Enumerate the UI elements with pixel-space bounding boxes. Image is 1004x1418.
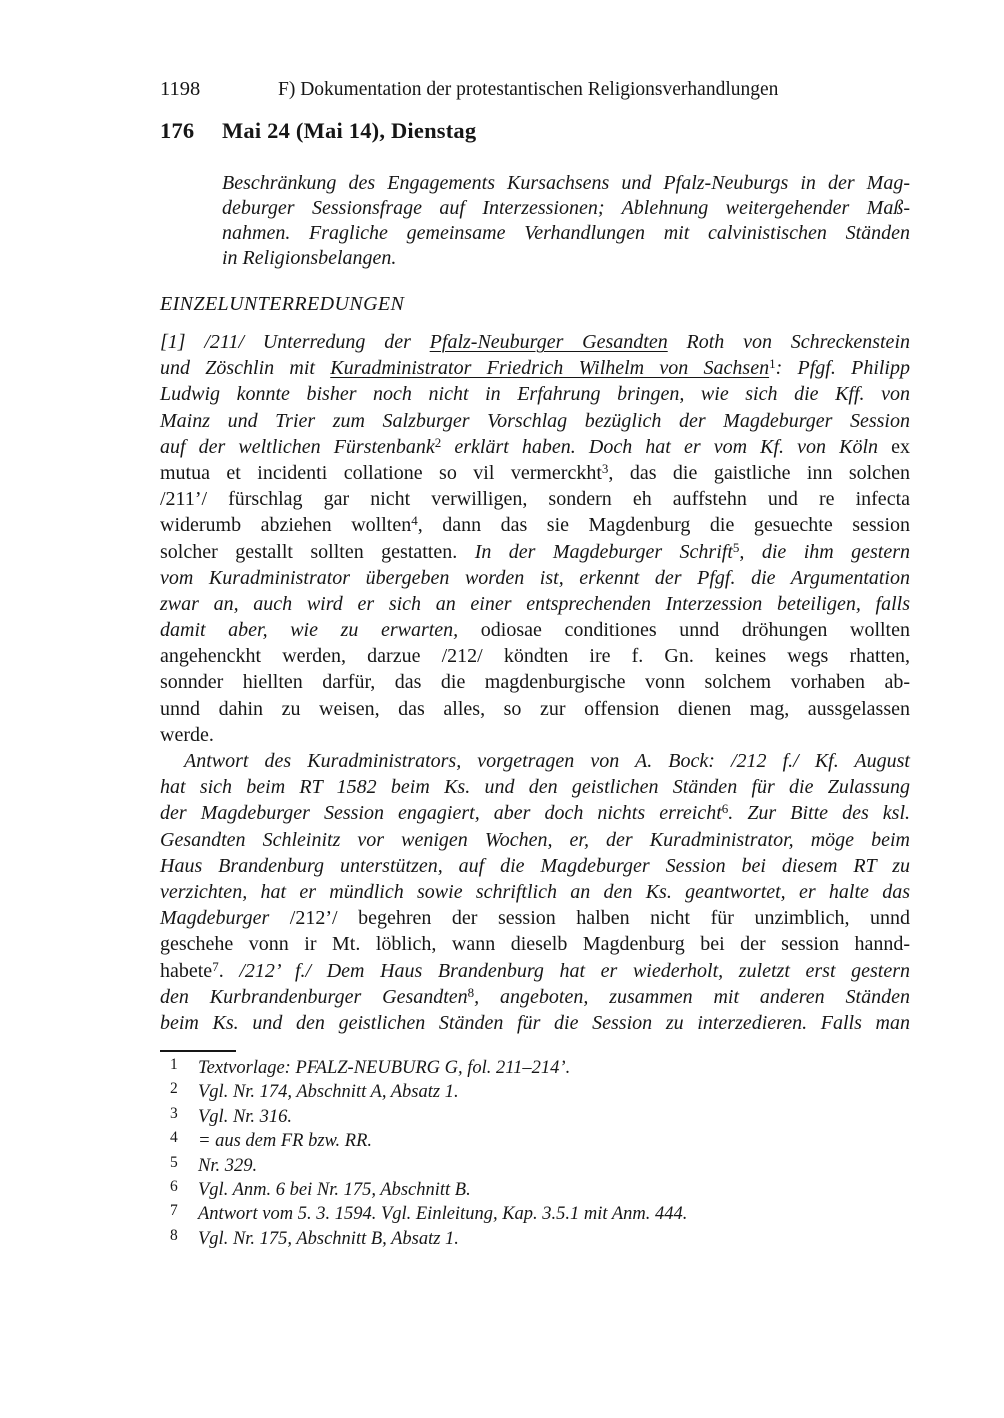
footnote-reference: 8 (467, 984, 475, 1000)
footnote (160, 1056, 910, 1080)
text-line (160, 643, 910, 669)
page-number: 1198 (160, 78, 201, 100)
text-line (160, 565, 910, 591)
text-segment: sonnder hiellten darfür, das die magdenburgische vonn solchem vorhaben ab- (160, 671, 910, 694)
paragraph-1 (160, 329, 910, 748)
text-segment: Pfalz-Neuburger Gesandten (429, 331, 668, 353)
text-segment: erklärt haben. Doch hat er vom Kf. von Köln (441, 435, 879, 458)
text-segment: nahmen. Fragliche gemeinsame Verhandlungen mit calvinistischen Ständen (222, 222, 910, 244)
text-segment: in Religionsbelangen. (222, 247, 397, 269)
footnote-reference: 7 (212, 958, 219, 974)
footnote-number: 1 (170, 1056, 178, 1073)
text-segment: Antwort des Kuradministrators, vorgetragen von A. Bock: /212 f./ Kf. August (184, 750, 910, 772)
footnote-number: 7 (170, 1202, 178, 1220)
text-line (160, 512, 910, 538)
text-line (160, 355, 910, 381)
summary-block (222, 171, 910, 271)
text-segment: und Zöschlin mit (160, 357, 331, 380)
section-kicker: EINZELUNTERREDUNGEN (160, 293, 405, 315)
text-segment: Roth von Schreckenstein (667, 331, 910, 353)
text-line (160, 591, 910, 617)
text-segment: , dann das sie Magdenburg die gesuechte session (417, 514, 911, 537)
text-segment: Beschränkung des Engagements Kursachsens und Pfalz-Neuburgs in der Mag- (222, 172, 910, 194)
text-line (160, 827, 910, 853)
text-line (160, 460, 910, 486)
text-segment: auf der weltlichen Fürstenbank (160, 435, 435, 458)
footnote (160, 1178, 910, 1202)
text-line (160, 958, 910, 984)
footnote-text: Antwort vom 5. 3. 1594. Vgl. Einleitung, Kap. 3.5.1 mit Anm. 444. (198, 1204, 688, 1225)
text-line (160, 722, 910, 748)
footnote-text: Vgl. Nr. 316. (198, 1106, 293, 1127)
running-header-title: F) Dokumentation der protestantischen Religionsverhandlungen (278, 79, 779, 100)
entry-number: 176 (160, 118, 195, 143)
footnote (160, 1154, 910, 1178)
text-line (160, 984, 910, 1010)
footnote-text: Vgl. Nr. 174, Abschnitt A, Absatz 1. (198, 1082, 459, 1103)
text-line (160, 1010, 910, 1036)
text-segment: werde. (160, 723, 214, 746)
text-segment: vom Kuradministrator übergeben worden ist, erkennt der Pfgf. die Argumentation (160, 566, 910, 589)
footnote-reference: 4 (411, 513, 418, 529)
text-line (160, 539, 910, 565)
text-segment: . Zur Bitte des ksl. (728, 802, 910, 825)
text-line (160, 434, 910, 460)
text-line (222, 196, 910, 221)
text-segment: Haus Brandenburg unterstützen, auf die Magdeburger Session bei diesem RT zu (160, 854, 910, 877)
text-line (222, 171, 910, 196)
entry-heading (160, 118, 910, 144)
text-segment: beim Ks. und den geistlichen Ständen für die Session zu interzedieren. Falls man (160, 1011, 910, 1034)
text-segment: unnd dahin zu weisen, das alles, so zur offension dienen mag, aussgelassen (160, 697, 910, 720)
text-segment: mutua et incidenti collatione so vil vermerckht (160, 461, 602, 484)
footnote (160, 1227, 910, 1251)
text-segment: der Magdeburger Session engagiert, aber doch nichts erreicht (160, 802, 722, 825)
footnote-number: 2 (170, 1080, 178, 1098)
text-segment: Ludwig konnte bisher noch nicht in Erfahrung bringen, wie sich die Kff. von (160, 383, 910, 406)
text-segment: In der Magdeburger Schrift (474, 540, 733, 563)
text-segment: angehenckht werden, darzue /212/ köndten ire f. Gn. keines wegs rhatten, (160, 645, 910, 668)
text-segment: Mainz und Trier zum Salzburger Vorschlag bezüglich der Magdeburger Session (160, 409, 910, 432)
text-segment: /212’ f./ Dem Haus Brandenburg hat er wiederholt, zuletzt erst gestern (239, 959, 911, 982)
text-segment: /211’/ fürschlag gar nicht verwilligen, sondern eh auffstehn und re infecta (160, 488, 910, 511)
footnote-text: Vgl. Anm. 6 bei Nr. 175, Abschnitt B. (198, 1179, 471, 1200)
footnote-reference: 5 (732, 539, 740, 555)
entry-title: Mai 24 (Mai 14), Dienstag (222, 118, 477, 143)
text-line (160, 931, 910, 957)
text-line (222, 221, 910, 246)
footnote (160, 1202, 910, 1226)
text-segment: /212’/ begehren der session halben nicht für unzimblich, unnd (269, 907, 910, 930)
text-segment: damit aber, wie zu erwarten, (160, 619, 459, 642)
text-line (160, 696, 910, 722)
footnote-number: 6 (170, 1177, 178, 1195)
footnote-number: 8 (170, 1226, 178, 1244)
text-line (160, 774, 910, 800)
text-line (160, 669, 910, 695)
footnote (160, 1080, 910, 1104)
footnote-number: 4 (170, 1129, 178, 1147)
footnote-text: Vgl. Nr. 175, Abschnitt B, Absatz 1. (198, 1228, 459, 1249)
text-segment: deburger Sessionsfrage auf Interzessionen; Ablehnung weitergehender Maß- (222, 197, 910, 219)
footnote (160, 1129, 910, 1153)
footnote-number: 3 (170, 1104, 178, 1122)
text-segment: widerumb abziehen wollten (160, 514, 412, 537)
text-line (160, 905, 910, 931)
footnote-text: Textvorlage: PFALZ-NEUBURG G, fol. 211–214’. (198, 1058, 571, 1078)
text-segment: . (218, 959, 240, 982)
text-segment: hat sich beim RT 1582 beim Ks. und den geistlichen Ständen für die Zulassung (160, 776, 910, 799)
text-line (160, 853, 910, 879)
text-segment: [1] /211/ Unterredung der (160, 331, 430, 353)
text-segment: solcher gestallt sollten gestatten. (160, 540, 475, 563)
text-line (222, 246, 910, 271)
footnote-separator (160, 1050, 236, 1052)
footnote-reference: 1 (769, 356, 776, 372)
text-segment: , das die gaistliche inn solchen (608, 461, 910, 484)
text-segment: , die ihm gestern (739, 540, 911, 563)
footnote-reference: 6 (721, 801, 729, 817)
footnote (160, 1105, 910, 1129)
text-line (160, 486, 910, 512)
text-segment: Gesandten Schleinitz vor wenigen Wochen, er, der Kuradministrator, möge beim (160, 828, 910, 851)
text-segment: Kuradministrator Friedrich Wilhelm von Sachsen (330, 357, 770, 380)
text-line (160, 748, 910, 774)
text-line (160, 617, 910, 643)
text-segment: ex (878, 435, 910, 458)
text-segment: habete (160, 959, 213, 982)
text-segment: den Kurbrandenburger Gesandten (160, 985, 468, 1008)
text-line (160, 800, 910, 826)
footnote-reference: 2 (434, 434, 442, 450)
footnote-text: Nr. 329. (198, 1155, 258, 1176)
text-line (160, 329, 910, 355)
text-line (160, 408, 910, 434)
text-segment: Magdeburger (160, 907, 270, 930)
text-line (160, 381, 910, 407)
text-segment: geschehe vonn ir Mt. löblich, wann dieselb Magdenburg bei der session hannd- (160, 933, 910, 956)
footnote-number: 5 (170, 1153, 178, 1171)
footnotes-block (160, 1056, 910, 1251)
text-segment: odiosae conditiones unnd dröhungen wollten (458, 619, 910, 642)
text-segment: , angeboten, zusammen mit anderen Ständen (474, 985, 910, 1008)
running-header (160, 78, 910, 101)
text-segment: zwar an, auch wird er sich an einer entsprechenden Interzession beteiligen, falls (160, 592, 910, 615)
footnote-text: = aus dem FR bzw. RR. (198, 1131, 372, 1152)
footnote-reference: 3 (601, 460, 609, 476)
text-segment: verzichten, hat er mündlich sowie schriftlich an den Ks. geantwortet, er halte das (160, 880, 910, 903)
text-line (160, 879, 910, 905)
text-segment: : Pfgf. Philipp (775, 357, 910, 380)
paragraph-2 (160, 748, 910, 1036)
